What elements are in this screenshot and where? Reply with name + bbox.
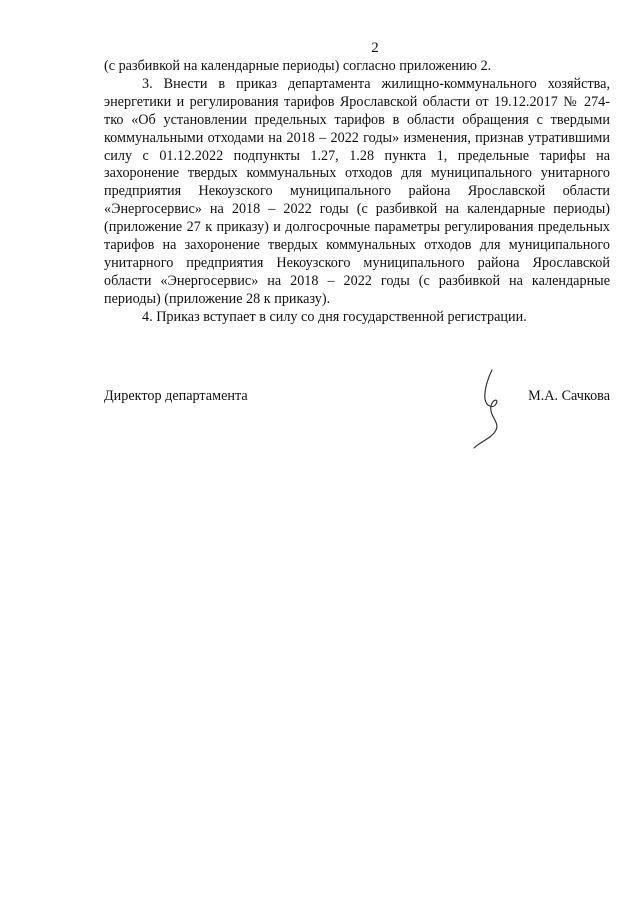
- signature-block: [104, 388, 610, 408]
- document-body: [104, 58, 610, 327]
- paragraph-item-3: 3. Внести в приказ департамента жилищно-коммунального хозяйства, энергетики и регулирования тарифов Ярославской области от 19.12.2017 № 274-тко «Об установлении предельных тарифов в области обращения с твердыми коммунальными отходами на 2018 – 2022 годы» изменения, признав утратившими силу с 01.12.2022 подпункты 1.27, 1.28 пункта 1, предельные тарифы на захоронение твердых коммунальных отходов для муниципального унитарного предприятия Некоузского муниципального района Ярославской области «Энергосервис» на 2018 – 2022 годы (с разбивкой на календарные периоды) (приложение 27 к приказу) и долгосрочные параметры регулирования предельных тарифов на захоронение твердых коммунальных отходов для муниципального унитарного предприятия Некоузского муниципального района Ярославской области «Энергосервис» на 2018 – 2022 годы (с разбивкой на календарные периоды) (приложение 28 к приказу).: [104, 75, 610, 307]
- signatory-title: Директор департамента: [104, 388, 248, 404]
- page-number: 2: [371, 40, 379, 56]
- handwritten-signature: [466, 366, 516, 452]
- paragraph-item-4: 4. Приказ вступает в силу со дня государственной регистрации.: [142, 308, 527, 325]
- paragraph-continuation: (с разбивкой на календарные периоды) согласно приложению 2.: [104, 58, 492, 74]
- signatory-name: М.А. Сачкова: [528, 388, 610, 404]
